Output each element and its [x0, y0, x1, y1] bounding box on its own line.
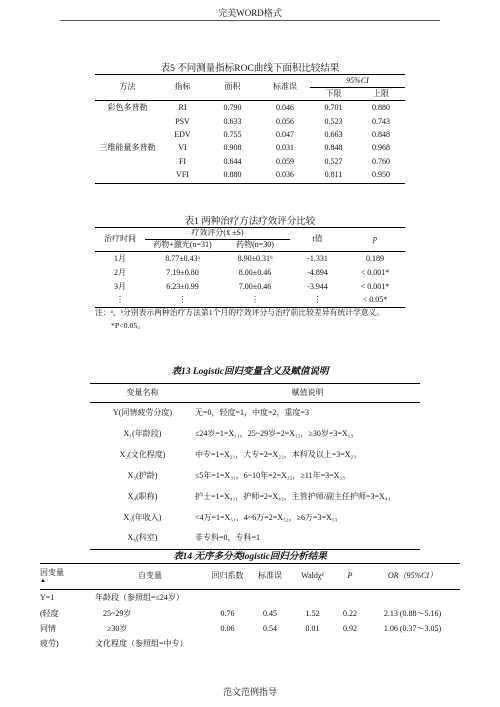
table1-note: 注：ᵃ、ᵇ分别表示两种治疗方法第1个月的疗效评分与治疗前比较差异有统计学意义。: [95, 308, 385, 317]
table-row: 同情 ≥30岁 0.06 0.54 0.01 0.92 1.06 (0.37～3.05): [40, 623, 442, 633]
header-rule: [60, 20, 440, 21]
table-row: 三维能量多普勒 VI 0.908 0.031 0.848 0.968: [99, 143, 390, 153]
table-row: X₆(科室) 非专科=0，专科=1: [90, 529, 420, 550]
table-row: Y(同情疲劳分度) 无=0，轻度=1，中度=2，重度=3: [112, 407, 310, 417]
t1-head-g2: 药物(n=30): [220, 240, 290, 252]
table5-caption: 表5 不同测量指标ROC曲线下面积比较结果: [160, 64, 340, 74]
t1-head-score: 疗效评分(x̄ ±S): [145, 228, 290, 240]
t14-head-se: 标准误: [250, 564, 290, 590]
t14-head-p: P: [335, 564, 365, 590]
table-row: (轻度 25~29岁 0.76 0.45 1.52 0.22 2.13 (0.88～5.16): [40, 608, 442, 618]
t14-dep-marker: ▲: [40, 577, 46, 584]
table-row: Y=1 年龄段（参照组=≤24岁）: [40, 592, 184, 602]
table-row: 2月 7.19±0.80 8.00±0.46 -4.894 < 0.001*: [114, 268, 390, 278]
table-row: X₂(文化程度) 中专=1=X₂₁，大专=2=X₂₂，本科及以上=3=X₂₃: [119, 449, 357, 459]
t13-head-desc: 赋值说明: [195, 384, 420, 403]
table-row: 疲劳) 文化程度（参照组=中专）: [40, 638, 188, 648]
table13-caption: 表13 Logistic回归变量含义及赋值说明: [171, 367, 329, 377]
table-row: X₃(护龄) ≤5年=1=X₃₁，6~10年=2=X₃₂，≥11年=3=X₃₃: [127, 470, 345, 480]
t5-head-upper: 上限: [357, 88, 405, 101]
t13-head-name: 变量名称: [90, 384, 195, 403]
t1-head-t: t值: [290, 228, 345, 252]
t14-head-indep: 自变量: [95, 564, 205, 590]
table14: [40, 563, 460, 652]
table-row: X₁(年龄段) ≤24岁=1=X₁₁，25~29岁=2=X₁₂，≥30岁=3=X₁₃: [123, 428, 354, 438]
t1-head-p: p: [345, 228, 405, 252]
t5-head-index: 指标: [160, 75, 205, 101]
table14-caption: 表14 无序多分类logistic回归分析结果: [173, 552, 327, 562]
t5-head-se: 标准误: [260, 75, 310, 101]
table-row: FI 0.644 0.059 0.527 0.760: [178, 156, 390, 166]
page-footer: 范文范例指导: [222, 687, 277, 697]
table-row: 1月 8.77±0.43ᵃ 8.90±0.31ᵇ -1.331 0.189: [114, 253, 384, 263]
table-row: PSV 0.633 0.056 0.523 0.743: [175, 117, 390, 127]
table1-note-p: *P<0.05。: [111, 321, 146, 330]
table13: [90, 383, 420, 550]
t14-head-dep: 因变量 ▲: [40, 564, 95, 590]
t5-head-method: 方法: [95, 75, 160, 101]
table5: [95, 74, 405, 184]
table-row: ⋮ ⋮ ⋮ ⋮ < 0.05*: [95, 295, 405, 308]
t14-head-or: OR（95%CI）: [365, 564, 460, 590]
table-row: 3月 6.23±0.99 7.00±0.46 -3.944 < 0.001*: [114, 282, 390, 292]
page-header: 完美WORD格式: [218, 8, 282, 18]
t5-head-lower: 下限: [310, 88, 357, 101]
table1-caption: 表1 两种治疗方法疗效评分比较: [184, 217, 316, 227]
t5-head-area: 面积: [205, 75, 260, 101]
table-row: X₅(年收入) <4万=1=X₅₁，4~6万=2=X₅₂，≥6万=3=X₅₃: [123, 512, 338, 522]
table1: [95, 227, 405, 308]
table-row: X₄(职称) 护士=1=X₄₁，护师=2=X₄₂，主管护师/副主任护师=3=X₄₃: [127, 491, 391, 501]
table-row: EDV 0.755 0.047 0.663 0.848: [174, 129, 390, 139]
table-row: 彩色多普勒 RI 0.790 0.046 0.701 0.880: [107, 103, 390, 113]
t1-head-time: 治疗时间: [95, 228, 145, 252]
t14-head-coef: 回归系数: [205, 564, 250, 590]
t5-head-ci: 95%CI: [310, 75, 405, 88]
t14-head-wald: Waldχ²: [290, 564, 335, 590]
t1-head-g1: 药物+激光(n=31): [145, 240, 220, 252]
table-row: VFI 0.880 0.036 0.811 0.950: [95, 169, 405, 184]
